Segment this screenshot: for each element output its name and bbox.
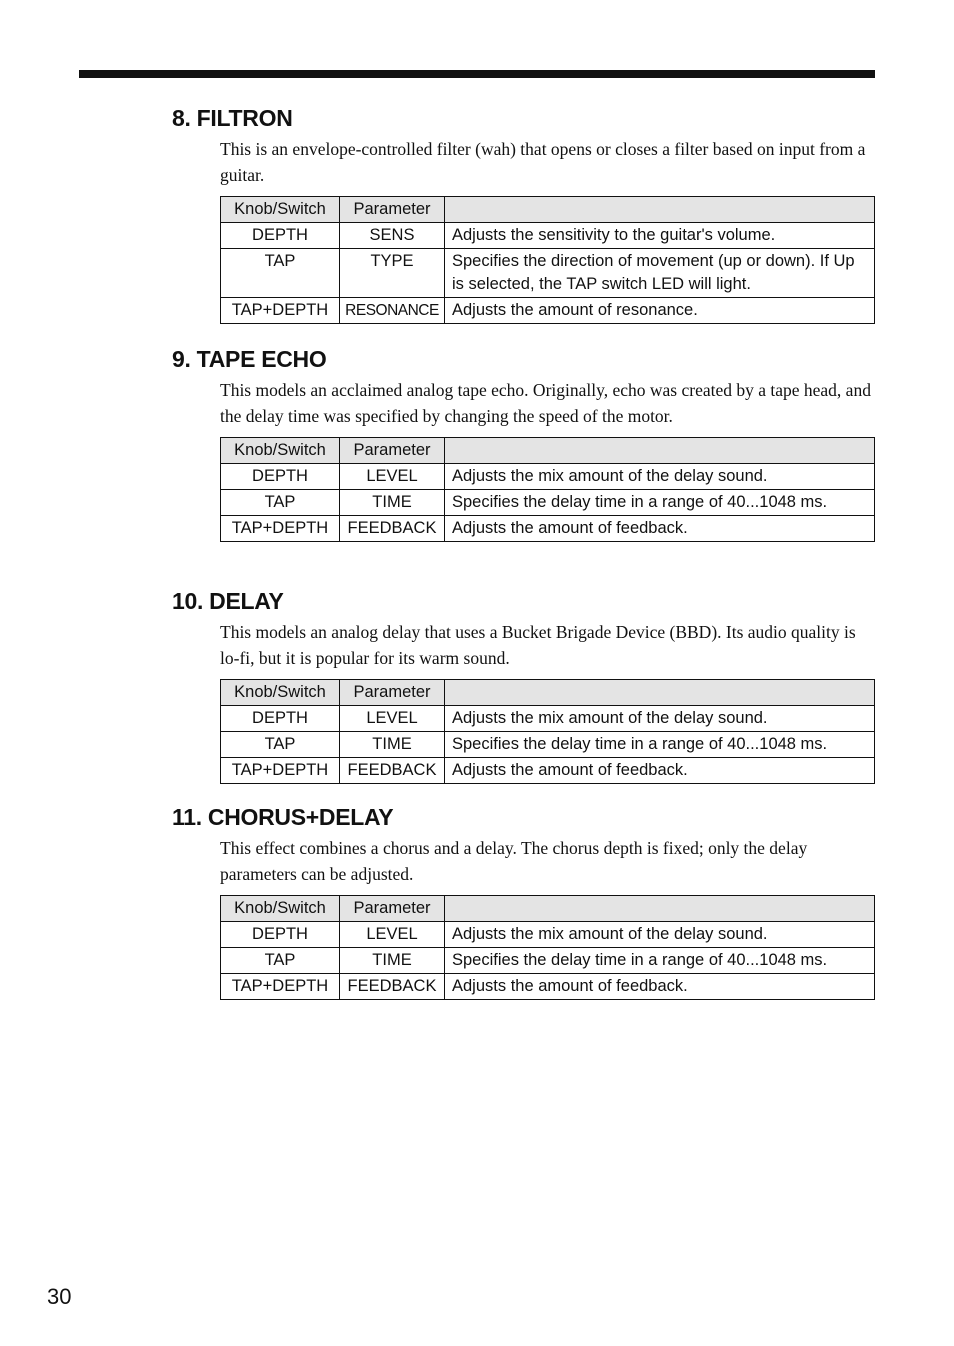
parameter-table [220, 679, 875, 784]
table-row [221, 249, 875, 298]
section-description: This models an analog delay that uses a Bucket Brigade Device (BBD). Its audio quality is lo-fi, but it is popular for its warm sound. [220, 622, 856, 668]
cell-description: Adjusts the amount of feedback. [445, 974, 875, 1000]
header-knob-switch: Knob/Switch [221, 680, 340, 706]
header-description [445, 438, 875, 464]
table-row [221, 758, 875, 784]
cell-knob: TAP+DEPTH [221, 516, 340, 542]
cell-parameter: TIME [340, 948, 445, 974]
header-knob-switch: Knob/Switch [221, 197, 340, 223]
header-description [445, 680, 875, 706]
header-knob-switch: Knob/Switch [221, 438, 340, 464]
table-row [221, 516, 875, 542]
cell-description: Adjusts the mix amount of the delay sound. [445, 464, 875, 490]
section-title: 8. FILTRON [172, 105, 293, 131]
cell-parameter: FEEDBACK [340, 516, 445, 542]
cell-description: Specifies the direction of movement (up or down). If Up is selected, the TAP switch LED will light. [445, 249, 875, 298]
section-description: This is an envelope-controlled filter (wah) that opens or closes a filter based on input from a guitar. [220, 139, 866, 185]
table-row [221, 298, 875, 324]
header-parameter: Parameter [340, 438, 445, 464]
table-row [221, 922, 875, 948]
cell-parameter: FEEDBACK [340, 758, 445, 784]
cell-knob: DEPTH [221, 922, 340, 948]
table-row [221, 732, 875, 758]
section-delay [172, 587, 875, 784]
cell-description: Adjusts the amount of feedback. [445, 516, 875, 542]
cell-knob: TAP [221, 948, 340, 974]
cell-description: Adjusts the amount of feedback. [445, 758, 875, 784]
table-row [221, 223, 875, 249]
section-title: 9. TAPE ECHO [172, 346, 327, 372]
section-tape-echo [172, 345, 875, 542]
cell-description: Adjusts the mix amount of the delay sound. [445, 922, 875, 948]
cell-parameter: TIME [340, 490, 445, 516]
header-parameter: Parameter [340, 680, 445, 706]
section-filtron [172, 104, 875, 324]
section-chorus-delay [172, 803, 875, 1000]
cell-knob: TAP+DEPTH [221, 298, 340, 324]
header-knob-switch: Knob/Switch [221, 896, 340, 922]
parameter-table [220, 895, 875, 1000]
header-description [445, 197, 875, 223]
cell-knob: TAP+DEPTH [221, 758, 340, 784]
cell-description: Specifies the delay time in a range of 40...1048 ms. [445, 732, 875, 758]
cell-parameter: TYPE [340, 249, 445, 298]
table-row [221, 706, 875, 732]
cell-description: Specifies the delay time in a range of 40...1048 ms. [445, 490, 875, 516]
cell-knob: DEPTH [221, 223, 340, 249]
page-number: 30 [47, 1284, 72, 1309]
header-description [445, 896, 875, 922]
cell-parameter: TIME [340, 732, 445, 758]
table-row [221, 948, 875, 974]
cell-description: Adjusts the mix amount of the delay sound. [445, 706, 875, 732]
section-description: This effect combines a chorus and a delay. The chorus depth is fixed; only the delay parameters can be adjusted. [220, 838, 808, 884]
cell-parameter: FEEDBACK [340, 974, 445, 1000]
cell-description: Specifies the delay time in a range of 40...1048 ms. [445, 948, 875, 974]
table-row [221, 974, 875, 1000]
cell-parameter: SENS [340, 223, 445, 249]
top-rule [79, 70, 875, 78]
table-row [221, 490, 875, 516]
section-description: This models an acclaimed analog tape echo. Originally, echo was created by a tape head, and the delay time was specified by changing the speed of the motor. [220, 380, 871, 426]
cell-knob: TAP [221, 490, 340, 516]
cell-knob: TAP [221, 732, 340, 758]
section-title: 11. CHORUS+DELAY [172, 804, 394, 830]
cell-parameter: LEVEL [340, 706, 445, 732]
cell-parameter: LEVEL [340, 922, 445, 948]
cell-knob: TAP+DEPTH [221, 974, 340, 1000]
cell-parameter: LEVEL [340, 464, 445, 490]
table-header-row [221, 197, 875, 223]
header-parameter: Parameter [340, 896, 445, 922]
table-header-row [221, 896, 875, 922]
cell-knob: DEPTH [221, 706, 340, 732]
cell-knob: DEPTH [221, 464, 340, 490]
header-parameter: Parameter [340, 197, 445, 223]
table-row [221, 464, 875, 490]
parameter-table [220, 437, 875, 542]
table-header-row [221, 680, 875, 706]
cell-description: Adjusts the sensitivity to the guitar's volume. [445, 223, 875, 249]
cell-parameter: RESONANCE [340, 298, 445, 324]
section-title: 10. DELAY [172, 588, 284, 614]
table-header-row [221, 438, 875, 464]
cell-description: Adjusts the amount of resonance. [445, 298, 875, 324]
cell-knob: TAP [221, 249, 340, 298]
parameter-table [220, 196, 875, 324]
